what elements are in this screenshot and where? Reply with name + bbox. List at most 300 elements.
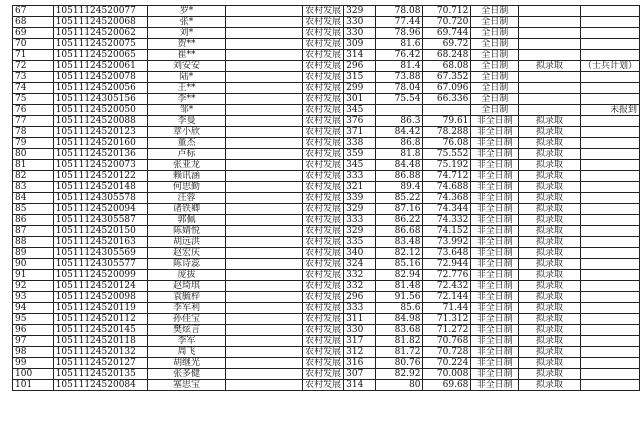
candidate-name: 陈诗蕊 xyxy=(148,259,226,270)
remark xyxy=(580,314,639,325)
exam-id: 10511124520118 xyxy=(53,336,147,347)
candidate-name: 李** xyxy=(148,94,226,105)
retest-score: 81.72 xyxy=(376,347,423,358)
remark xyxy=(580,39,639,50)
row-number: 95 xyxy=(13,314,54,325)
retest-score: 81.48 xyxy=(376,281,423,292)
candidate-name: 崔** xyxy=(148,50,226,61)
major: 农村发展 xyxy=(303,248,344,259)
major: 农村发展 xyxy=(303,171,344,182)
exam-id: 10511124520119 xyxy=(53,303,147,314)
table-row xyxy=(13,72,640,83)
exam-id: 10511124520150 xyxy=(53,226,147,237)
admission-status xyxy=(519,39,581,50)
gap-cell xyxy=(225,215,302,226)
total-score: 68.08 xyxy=(423,61,471,72)
row-number: 91 xyxy=(13,270,54,281)
row-number: 72 xyxy=(13,61,54,72)
admission-status xyxy=(519,72,581,83)
major: 农村发展 xyxy=(303,160,344,171)
exam-id: 10511124305587 xyxy=(53,215,147,226)
gap-cell xyxy=(225,303,302,314)
remark xyxy=(580,116,639,127)
exam-id: 10511124520136 xyxy=(53,149,147,160)
candidate-name: 诸铁卿 xyxy=(148,204,226,215)
candidate-name: 赵宏庆 xyxy=(148,248,226,259)
retest-score: 75.54 xyxy=(376,94,423,105)
gap-cell xyxy=(225,292,302,303)
table-row xyxy=(13,94,640,105)
major: 农村发展 xyxy=(303,17,344,28)
candidate-name: 汪蓉 xyxy=(148,193,226,204)
initial-score: 333 xyxy=(344,215,376,226)
table-row xyxy=(13,314,640,325)
retest-score: 86.3 xyxy=(376,116,423,127)
retest-score: 86.22 xyxy=(376,215,423,226)
admission-status: 拟录取 xyxy=(519,303,581,314)
exam-id: 10511124520163 xyxy=(53,237,147,248)
remark xyxy=(580,215,639,226)
total-score: 70.008 xyxy=(423,369,471,380)
row-number: 79 xyxy=(13,138,54,149)
gap-cell xyxy=(225,358,302,369)
table-row xyxy=(13,39,640,50)
exam-id: 10511124520056 xyxy=(53,83,147,94)
initial-score: 340 xyxy=(344,248,376,259)
candidate-name: 陈婧悦 xyxy=(148,226,226,237)
row-number: 80 xyxy=(13,149,54,160)
study-mode: 非全日制 xyxy=(471,215,519,226)
remark xyxy=(580,237,639,248)
study-mode: 非全日制 xyxy=(471,325,519,336)
major: 农村发展 xyxy=(303,215,344,226)
total-score: 74.344 xyxy=(423,204,471,215)
exam-id: 10511124520112 xyxy=(53,314,147,325)
row-number: 93 xyxy=(13,292,54,303)
total-score: 74.712 xyxy=(423,171,471,182)
remark xyxy=(580,28,639,39)
row-number: 77 xyxy=(13,116,54,127)
study-mode: 全日制 xyxy=(471,39,519,50)
remark xyxy=(580,358,639,369)
major: 农村发展 xyxy=(303,6,344,17)
major: 农村发展 xyxy=(303,369,344,380)
admission-status: 拟录取 xyxy=(519,204,581,215)
row-number: 78 xyxy=(13,127,54,138)
initial-score: 317 xyxy=(344,336,376,347)
candidate-name: 庞拔 xyxy=(148,270,226,281)
admission-status xyxy=(519,94,581,105)
retest-score: 78.08 xyxy=(376,6,423,17)
candidate-name: 袁毓梓 xyxy=(148,292,226,303)
gap-cell xyxy=(225,314,302,325)
initial-score: 324 xyxy=(344,259,376,270)
retest-score: 83.48 xyxy=(376,237,423,248)
study-mode: 全日制 xyxy=(471,28,519,39)
exam-id: 10511124520075 xyxy=(53,39,147,50)
table-row xyxy=(13,138,640,149)
remark xyxy=(580,17,639,28)
admission-status: 拟录取 xyxy=(519,292,581,303)
table-row xyxy=(13,215,640,226)
initial-score: 376 xyxy=(344,116,376,127)
row-number: 67 xyxy=(13,6,54,17)
exam-id: 10511124520073 xyxy=(53,160,147,171)
exam-id: 10511124520099 xyxy=(53,270,147,281)
major: 农村发展 xyxy=(303,292,344,303)
total-score: 69.68 xyxy=(423,380,471,391)
table-row xyxy=(13,380,640,391)
candidate-name: 郭佩 xyxy=(148,215,226,226)
initial-score: 296 xyxy=(344,292,376,303)
table-row xyxy=(13,204,640,215)
total-score: 78.288 xyxy=(423,127,471,138)
row-number: 69 xyxy=(13,28,54,39)
initial-score: 301 xyxy=(344,94,376,105)
remark xyxy=(580,182,639,193)
major: 农村发展 xyxy=(303,303,344,314)
table-row xyxy=(13,347,640,358)
total-score: 71.312 xyxy=(423,314,471,325)
total-score: 69.72 xyxy=(423,39,471,50)
gap-cell xyxy=(225,325,302,336)
total-score: 79.61 xyxy=(423,116,471,127)
initial-score: 316 xyxy=(344,358,376,369)
study-mode: 非全日制 xyxy=(471,336,519,347)
candidate-name: 张多健 xyxy=(148,369,226,380)
admission-status: 拟录取 xyxy=(519,127,581,138)
study-mode: 非全日制 xyxy=(471,138,519,149)
major: 农村发展 xyxy=(303,237,344,248)
major: 农村发展 xyxy=(303,61,344,72)
total-score: 70.712 xyxy=(423,6,471,17)
row-number: 81 xyxy=(13,160,54,171)
row-number: 99 xyxy=(13,358,54,369)
initial-score: 314 xyxy=(344,380,376,391)
row-number: 86 xyxy=(13,215,54,226)
candidate-name: 邹* xyxy=(148,105,226,116)
gap-cell xyxy=(225,237,302,248)
gap-cell xyxy=(225,94,302,105)
admission-status: 拟录取 xyxy=(519,171,581,182)
initial-score: 332 xyxy=(344,270,376,281)
admission-status: 拟录取 xyxy=(519,380,581,391)
exam-id: 10511124520122 xyxy=(53,171,147,182)
candidate-name: 孙佳宝 xyxy=(148,314,226,325)
major: 农村发展 xyxy=(303,50,344,61)
major: 农村发展 xyxy=(303,281,344,292)
remark xyxy=(580,171,639,182)
initial-score: 329 xyxy=(344,6,376,17)
study-mode: 全日制 xyxy=(471,6,519,17)
row-number: 68 xyxy=(13,17,54,28)
table-row xyxy=(13,259,640,270)
row-number: 83 xyxy=(13,182,54,193)
exam-id: 10511124520077 xyxy=(53,6,147,17)
initial-score: 333 xyxy=(344,171,376,182)
total-score: 67.352 xyxy=(423,72,471,83)
remark xyxy=(580,204,639,215)
initial-score: 330 xyxy=(344,17,376,28)
study-mode: 全日制 xyxy=(471,61,519,72)
major: 农村发展 xyxy=(303,182,344,193)
retest-score: 86.8 xyxy=(376,138,423,149)
remark xyxy=(580,6,639,17)
initial-score: 332 xyxy=(344,281,376,292)
gap-cell xyxy=(225,171,302,182)
total-score: 71.44 xyxy=(423,303,471,314)
remark xyxy=(580,281,639,292)
study-mode: 非全日制 xyxy=(471,380,519,391)
admission-status: 拟录取 xyxy=(519,281,581,292)
gap-cell xyxy=(225,138,302,149)
total-score: 73.992 xyxy=(423,237,471,248)
gap-cell xyxy=(225,28,302,39)
remark xyxy=(580,50,639,61)
study-mode: 非全日制 xyxy=(471,248,519,259)
major: 农村发展 xyxy=(303,28,344,39)
gap-cell xyxy=(225,193,302,204)
study-mode: 全日制 xyxy=(471,94,519,105)
admission-status: 拟录取 xyxy=(519,215,581,226)
study-mode: 非全日制 xyxy=(471,182,519,193)
retest-score: 86.88 xyxy=(376,171,423,182)
gap-cell xyxy=(225,83,302,94)
gap-cell xyxy=(225,270,302,281)
initial-score: 311 xyxy=(344,314,376,325)
row-number: 88 xyxy=(13,237,54,248)
retest-score: 84.48 xyxy=(376,160,423,171)
remark xyxy=(580,347,639,358)
row-number: 75 xyxy=(13,94,54,105)
major: 农村发展 xyxy=(303,259,344,270)
initial-score: 312 xyxy=(344,347,376,358)
candidate-name: 卢标 xyxy=(148,149,226,160)
gap-cell xyxy=(225,6,302,17)
retest-score: 82.12 xyxy=(376,248,423,259)
remark: 未报到 xyxy=(580,105,639,116)
exam-id: 10511124520068 xyxy=(53,17,147,28)
retest-score: 89.4 xyxy=(376,182,423,193)
candidate-name: 周飞 xyxy=(148,347,226,358)
study-mode: 非全日制 xyxy=(471,281,519,292)
exam-id: 10511124520050 xyxy=(53,105,147,116)
table-row xyxy=(13,50,640,61)
candidate-name: 刘* xyxy=(148,28,226,39)
study-mode: 非全日制 xyxy=(471,358,519,369)
row-number: 73 xyxy=(13,72,54,83)
retest-score: 85.16 xyxy=(376,259,423,270)
total-score: 72.144 xyxy=(423,292,471,303)
total-score: 74.152 xyxy=(423,226,471,237)
admission-status: 拟录取 xyxy=(519,358,581,369)
study-mode: 非全日制 xyxy=(471,237,519,248)
major: 农村发展 xyxy=(303,94,344,105)
remark xyxy=(580,369,639,380)
table-row xyxy=(13,281,640,292)
admission-status: 拟录取 xyxy=(519,160,581,171)
remark xyxy=(580,270,639,281)
candidate-name: 胡继光 xyxy=(148,358,226,369)
table-row xyxy=(13,182,640,193)
retest-score: 78.96 xyxy=(376,28,423,39)
table-row xyxy=(13,105,640,116)
initial-score: 339 xyxy=(344,193,376,204)
initial-score: 329 xyxy=(344,226,376,237)
retest-score: 78.04 xyxy=(376,83,423,94)
initial-score: 296 xyxy=(344,61,376,72)
row-number: 82 xyxy=(13,171,54,182)
candidate-name: 罗* xyxy=(148,6,226,17)
gap-cell xyxy=(225,160,302,171)
candidate-name: 王** xyxy=(148,83,226,94)
study-mode: 非全日制 xyxy=(471,226,519,237)
initial-score: 335 xyxy=(344,237,376,248)
exam-id: 10511124520123 xyxy=(53,127,147,138)
exam-id: 10511124520132 xyxy=(53,347,147,358)
retest-score: 76.42 xyxy=(376,50,423,61)
gap-cell xyxy=(225,204,302,215)
row-number: 71 xyxy=(13,50,54,61)
admission-status: 拟录取 xyxy=(519,270,581,281)
major: 农村发展 xyxy=(303,347,344,358)
total-score: 67.096 xyxy=(423,83,471,94)
candidate-name: 塞思宝 xyxy=(148,380,226,391)
admission-status xyxy=(519,28,581,39)
row-number: 87 xyxy=(13,226,54,237)
table-row xyxy=(13,193,640,204)
exam-id: 10511124305578 xyxy=(53,193,147,204)
retest-score xyxy=(376,105,423,116)
total-score xyxy=(423,105,471,116)
admission-status: 拟录取 xyxy=(519,149,581,160)
major: 农村发展 xyxy=(303,83,344,94)
table-row xyxy=(13,6,640,17)
remark xyxy=(580,303,639,314)
gap-cell xyxy=(225,17,302,28)
retest-score: 85.6 xyxy=(376,303,423,314)
table-row xyxy=(13,226,640,237)
gap-cell xyxy=(225,281,302,292)
candidate-name: 胡远洪 xyxy=(148,237,226,248)
candidate-name: 李军 xyxy=(148,336,226,347)
total-score: 76.08 xyxy=(423,138,471,149)
major: 农村发展 xyxy=(303,193,344,204)
study-mode: 非全日制 xyxy=(471,127,519,138)
table-row xyxy=(13,325,640,336)
major: 农村发展 xyxy=(303,105,344,116)
total-score: 66.336 xyxy=(423,94,471,105)
initial-score: 330 xyxy=(344,325,376,336)
candidate-name: 何思勤 xyxy=(148,182,226,193)
study-mode: 非全日制 xyxy=(471,193,519,204)
exam-id: 10511124520061 xyxy=(53,61,147,72)
retest-score: 73.88 xyxy=(376,72,423,83)
row-number: 94 xyxy=(13,303,54,314)
candidate-name: 章小欣 xyxy=(148,127,226,138)
retest-score: 80.76 xyxy=(376,358,423,369)
retest-score: 81.8 xyxy=(376,149,423,160)
study-mode: 非全日制 xyxy=(471,204,519,215)
admission-status xyxy=(519,50,581,61)
table-row xyxy=(13,83,640,94)
retest-score: 84.98 xyxy=(376,314,423,325)
total-score: 71.272 xyxy=(423,325,471,336)
admission-status xyxy=(519,17,581,28)
retest-score: 81.82 xyxy=(376,336,423,347)
exam-id: 10511124520084 xyxy=(53,380,147,391)
gap-cell xyxy=(225,39,302,50)
table-row xyxy=(13,127,640,138)
exam-id: 10511124520160 xyxy=(53,138,147,149)
exam-id: 10511124520088 xyxy=(53,116,147,127)
major: 农村发展 xyxy=(303,204,344,215)
gap-cell xyxy=(225,149,302,160)
study-mode: 非全日制 xyxy=(471,149,519,160)
major: 农村发展 xyxy=(303,358,344,369)
exam-id: 10511124305569 xyxy=(53,248,147,259)
study-mode: 全日制 xyxy=(471,72,519,83)
remark xyxy=(580,83,639,94)
remark xyxy=(580,72,639,83)
major: 农村发展 xyxy=(303,72,344,83)
admission-status: 拟录取 xyxy=(519,259,581,270)
table-row xyxy=(13,116,640,127)
total-score: 72.944 xyxy=(423,259,471,270)
admission-status: 拟录取 xyxy=(519,61,581,72)
table-row xyxy=(13,17,640,28)
initial-score: 329 xyxy=(344,204,376,215)
admission-status: 拟录取 xyxy=(519,248,581,259)
gap-cell xyxy=(225,380,302,391)
exam-id: 10511124520148 xyxy=(53,182,147,193)
major: 农村发展 xyxy=(303,39,344,50)
remark xyxy=(580,380,639,391)
row-number: 76 xyxy=(13,105,54,116)
major: 农村发展 xyxy=(303,138,344,149)
remark xyxy=(580,193,639,204)
admission-status xyxy=(519,83,581,94)
total-score: 74.332 xyxy=(423,215,471,226)
study-mode: 全日制 xyxy=(471,50,519,61)
gap-cell xyxy=(225,369,302,380)
initial-score: 321 xyxy=(344,182,376,193)
retest-score: 91.56 xyxy=(376,292,423,303)
gap-cell xyxy=(225,116,302,127)
table-row xyxy=(13,292,640,303)
major: 农村发展 xyxy=(303,380,344,391)
gap-cell xyxy=(225,182,302,193)
study-mode: 非全日制 xyxy=(471,303,519,314)
exam-id: 10511124520094 xyxy=(53,204,147,215)
row-number: 98 xyxy=(13,347,54,358)
remark xyxy=(580,292,639,303)
row-number: 92 xyxy=(13,281,54,292)
initial-score: 330 xyxy=(344,28,376,39)
row-number: 89 xyxy=(13,248,54,259)
row-number: 70 xyxy=(13,39,54,50)
table-row xyxy=(13,369,640,380)
study-mode: 非全日制 xyxy=(471,171,519,182)
retest-score: 81.6 xyxy=(376,39,423,50)
remark xyxy=(580,94,639,105)
study-mode: 非全日制 xyxy=(471,347,519,358)
gap-cell xyxy=(225,127,302,138)
retest-score: 81.4 xyxy=(376,61,423,72)
retest-score: 80 xyxy=(376,380,423,391)
gap-cell xyxy=(225,50,302,61)
total-score: 72.432 xyxy=(423,281,471,292)
